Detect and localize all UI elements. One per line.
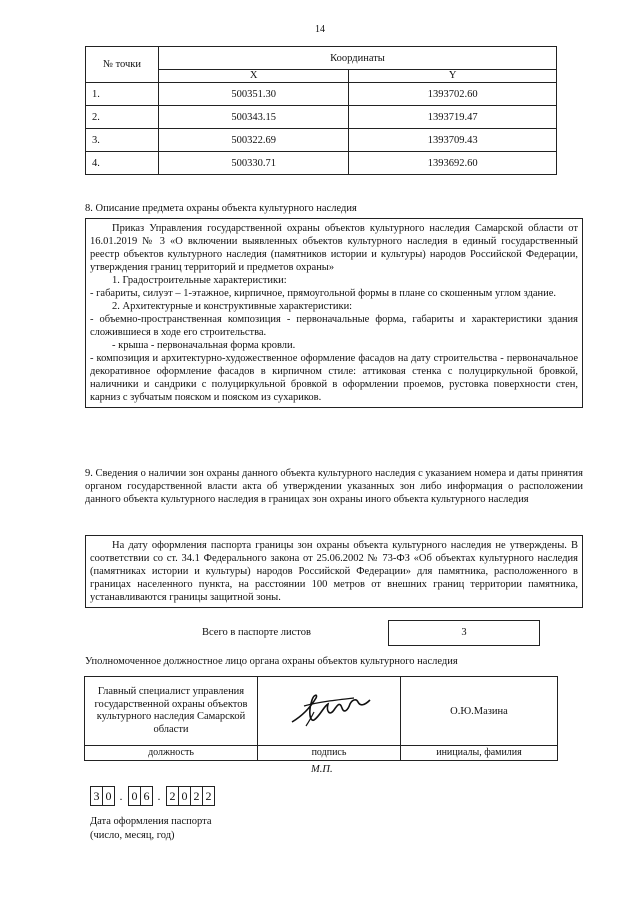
section-9-box — [85, 535, 583, 608]
sheets-label: Всего в паспорте листов — [202, 627, 311, 638]
section-8-box — [85, 218, 583, 408]
coord-y: 1393692.60 — [349, 152, 557, 175]
official-name: О.Ю.Мазина — [401, 677, 558, 746]
point-number: 4. — [86, 152, 159, 175]
coord-x: 500351.30 — [159, 83, 349, 106]
facade-composition: - композиция и архитектурно-художественное оформление фасадов на дату строительства - первоначальное декоративное оформление фасадов в кирпичном стиле: аттиковая стенка с полуциркульной бровкой, наличники и сандрики с полуциркульной бровкой в оформлении проемов, рустовка поверхности стен, карниз с зубчатым пояском и пояском из сухариков. — [90, 353, 578, 403]
coord-x: 500343.15 — [159, 106, 349, 129]
table-row — [86, 129, 557, 152]
signature-table — [84, 676, 558, 761]
page-number: 14 — [315, 24, 325, 35]
coord-y: 1393709.43 — [349, 129, 557, 152]
date-digit: 2 — [190, 786, 203, 806]
section-8-heading: 8. Описание предмета охраны объекта культурного наследия — [85, 203, 357, 214]
urban-heading: 1. Градостроительные характеристики: — [112, 275, 287, 286]
caption-name: инициалы, фамилия — [401, 746, 558, 761]
date-caption-format: (число, месяц, год) — [90, 830, 175, 841]
date-digit: 2 — [202, 786, 215, 806]
date-digit: 0 — [128, 786, 141, 806]
point-number: 3. — [86, 129, 159, 152]
architecture-heading: 2. Архитектурные и конструктивные характеристики: — [112, 301, 353, 312]
sheets-count: 3 — [388, 620, 540, 646]
date-digit: 2 — [166, 786, 179, 806]
caption-signature: подпись — [258, 746, 401, 761]
protection-zones-text: На дату оформления паспорта границы зон охраны объекта культурного наследия не утверждены. В соответствии со ст. 34.1 Федерального закона от 25.06.2002 № 73-ФЗ «Об объектах культурного наследия (памятниках истории и культуры) народов Российской Федерации» для памятника, расположенного в границах населенного пункта, на расстоянии 100 метров от внешних границ территории памятника, устанавливаются границы защитной зоны. — [90, 540, 578, 603]
official-heading: Уполномоченное должностное лицо органа охраны объектов культурного наследия — [85, 656, 458, 667]
caption-position: должность — [85, 746, 258, 761]
table-row — [86, 152, 557, 175]
date-digit: 6 — [140, 786, 153, 806]
column-header-point: № точки — [86, 47, 159, 83]
date-digit: 0 — [178, 786, 191, 806]
date-digits — [90, 786, 214, 806]
date-digit: 0 — [102, 786, 115, 806]
date-caption: Дата оформления паспорта — [90, 816, 212, 827]
table-row — [86, 83, 557, 106]
point-number: 2. — [86, 106, 159, 129]
order-text: Приказ Управления государственной охраны объектов культурного наследия Самарской области от 16.01.2019 № 3 «О включении выявленных объектов культурного наследия в единый государственный реестр объектов культурного наследия (памятников истории и культуры) народов Российской Федерации, утверждения границ территорий и предметов охраны» — [90, 223, 578, 273]
date-digit: 3 — [90, 786, 103, 806]
column-header-coordinates: Координаты — [159, 47, 557, 70]
date-separator: . — [119, 788, 123, 803]
column-header-y: Y — [349, 70, 557, 83]
section-9-heading: 9. Сведения о наличии зон охраны данного объекта культурного наследия с указанием номера и даты принятия органом государственной власти акта об утверждении указанных зон либо информация о расположении данного объекта культурного наследия в границах зон охраны иного объекта культурного наследия — [85, 468, 583, 505]
official-position: Главный специалист управления государственной охраны объектов культурного наследия Самарской области — [85, 677, 258, 746]
signature-cell — [258, 677, 401, 746]
signature-image — [284, 686, 374, 734]
point-number: 1. — [86, 83, 159, 106]
column-header-x: X — [159, 70, 349, 83]
coord-y: 1393702.60 — [349, 83, 557, 106]
date-separator: . — [157, 788, 161, 803]
coord-x: 500330.71 — [159, 152, 349, 175]
urban-details: - габариты, силуэт – 1-этажное, кирпичное, прямоугольной формы в плане со скошенным углом здание. — [90, 288, 557, 299]
roof-text: - крыша - первоначальная форма кровли. — [112, 340, 296, 351]
spatial-composition: - объемно-пространственная композиция - первоначальные форма, габариты и характеристики здания сложившиеся в ходе его строительства. — [90, 314, 578, 338]
table-row — [86, 106, 557, 129]
stamp-label: М.П. — [311, 764, 333, 775]
coordinates-table — [85, 46, 557, 175]
coord-x: 500322.69 — [159, 129, 349, 152]
coord-y: 1393719.47 — [349, 106, 557, 129]
